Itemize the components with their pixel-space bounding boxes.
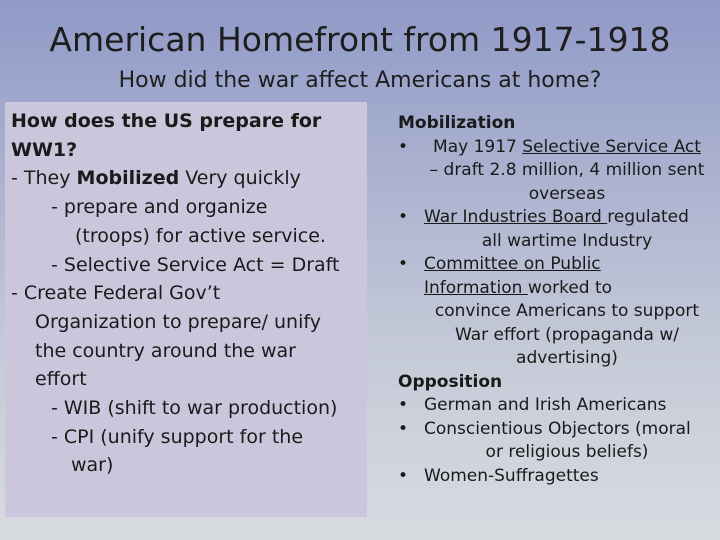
bullet-german-irish: • German and Irish Americans [398,394,710,418]
left-question-line1: How does the US prepare for [11,110,322,132]
left-war: war) [71,454,114,477]
bullet-icon: • [398,418,409,439]
bullet-committee: • Committee on Public Information worked to convince Americans to support War effort (propaganda w/ advertising) [398,253,710,371]
bullet-selective-service: • May 1917 Selective Service Act – draft 2.8 million, 4 million sent overseas [398,136,710,207]
left-cpi: - CPI (unify support for the [51,425,304,448]
opposition-heading: Opposition [398,371,503,392]
selective-service-act-link: Selective Service Act [522,136,701,157]
committee-link-line2: Information [424,277,528,298]
bullet-icon: • [398,465,409,486]
right-text-block [398,112,710,488]
left-create-federal: - Create Federal Gov’t [11,282,221,305]
left-sub-prepare: - prepare and organize [51,196,268,219]
bullet-icon: • [398,207,409,227]
bullet-icon: • [398,254,409,274]
committee-link-line1: Committee on Public [424,254,601,274]
slide-title: American Homefront from 1917-1918 [49,20,671,59]
left-effort: effort [35,368,87,391]
bullet-war-industries: • War Industries Board regulated all wartime Industry [398,206,710,253]
left-wib: - WIB (shift to war production) [51,397,338,420]
war-industries-board-link: War Industries Board [424,207,608,227]
left-mobilized-line: - They Mobilized Very quickly [11,167,301,190]
slide-subtitle: How did the war affect Americans at home? [118,68,602,93]
left-organization: Organization to prepare/ unify [35,310,321,333]
mobilization-heading: Mobilization [398,113,516,133]
left-sub-troops: (troops) for active service. [75,224,326,247]
bullet-objectors: • Conscientious Objectors (moral or religious beliefs) [398,418,710,465]
mobilized-keyword: Mobilized [76,167,180,190]
bullet-icon: • [398,395,409,415]
left-sub-selective: - Selective Service Act = Draft [51,253,340,276]
left-country: the country around the war [35,339,296,362]
bullet-icon: • [398,136,409,157]
left-text-block [11,107,365,480]
bullet-suffragettes: • Women-Suffragettes [398,465,710,489]
left-question-line2: WW1? [11,138,78,161]
